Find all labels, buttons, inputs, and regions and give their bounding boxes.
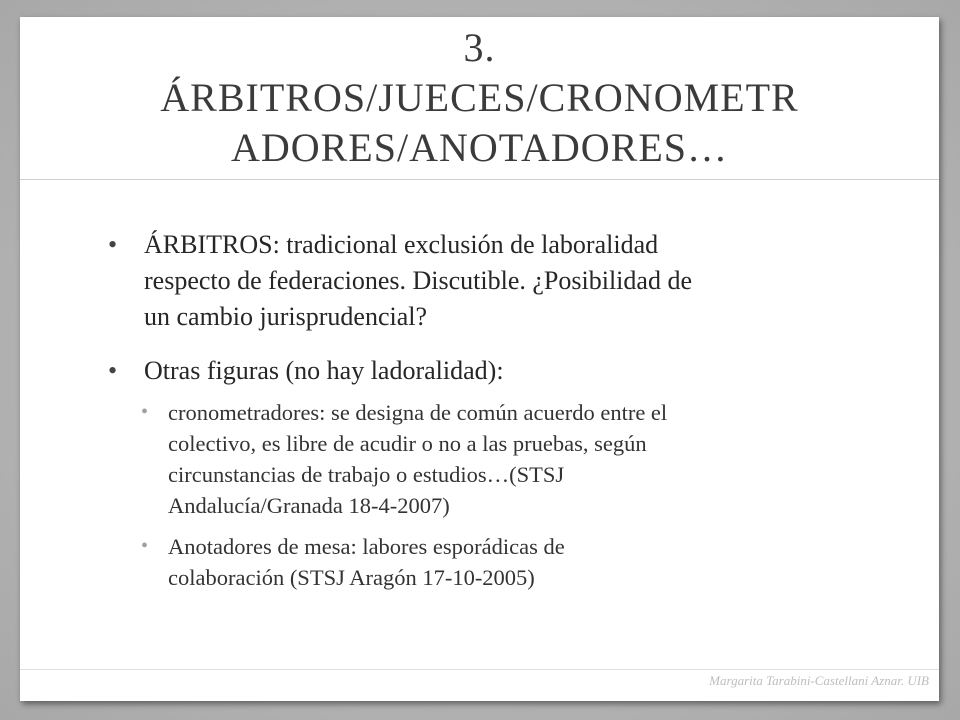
bullet-otras-figuras xyxy=(108,353,868,389)
title-line-2: ÁRBITROS/JUECES/CRONOMETR xyxy=(160,75,799,120)
subbullet-cronometradores xyxy=(108,397,868,521)
subbullet-line: colectivo, es libre de acudir o no a las pruebas, según xyxy=(168,431,647,456)
bullet-arbitros xyxy=(108,227,868,335)
subbullet-line: Andalucía/Granada 18-4-2007) xyxy=(168,493,450,518)
bullet-line: un cambio jurisprudencial? xyxy=(144,302,428,331)
subbullet-line: circunstancias de trabajo o estudios…(STSJ xyxy=(168,462,565,487)
subbullet-line: colaboración (STSJ Aragón 17-10-2005) xyxy=(168,565,535,590)
title-divider xyxy=(20,179,939,180)
subbullet-line: cronometradores: se designa de común acuerdo entre el xyxy=(168,400,668,425)
bullet-line: respecto de federaciones. Discutible. ¿Posibilidad de xyxy=(144,266,692,295)
subbullet-line: Anotadores de mesa: labores esporádicas de xyxy=(168,534,565,559)
bullet-line: ÁRBITROS: tradicional exclusión de laboralidad xyxy=(144,230,659,259)
bullet-dot-icon: • xyxy=(108,230,118,259)
slide xyxy=(20,17,939,701)
title-line-1: 3. xyxy=(463,25,496,70)
subbullet-dot-icon: • xyxy=(141,535,149,557)
slide-title xyxy=(20,17,939,179)
title-line-3: ADORES/ANOTADORES… xyxy=(230,125,729,170)
subbullet-anotadores xyxy=(108,531,868,593)
bullet-line: Otras figuras (no hay ladoralidad): xyxy=(144,356,504,385)
footer-author: Margarita Tarabini-Castellani Aznar. UIB xyxy=(709,673,929,688)
slide-body xyxy=(108,227,868,593)
bullet-dot-icon: • xyxy=(108,356,118,385)
subbullet-dot-icon: • xyxy=(141,401,149,423)
